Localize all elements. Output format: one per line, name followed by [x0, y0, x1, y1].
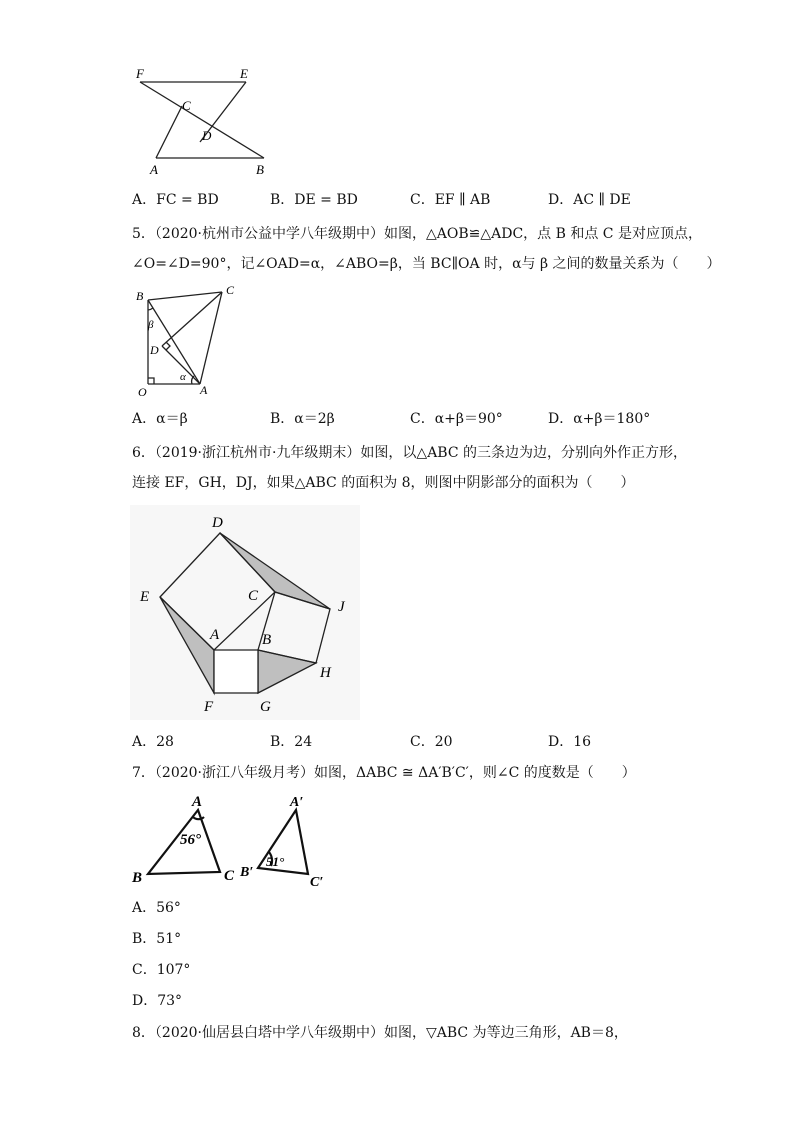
- q6-question-line1: 6．（2019·浙江杭州市·九年级期末）如图，以△ABC 的三条边为边，分别向外作正方形，: [132, 445, 688, 461]
- q4-option-d: D．AC ∥ DE: [548, 192, 631, 208]
- q4-option-b: B．DE = BD: [270, 192, 358, 208]
- q6-figure: [130, 505, 360, 720]
- q6-label-E: E: [140, 589, 150, 605]
- q4-label-C: C: [182, 98, 191, 113]
- q5-label-alpha: α: [180, 371, 186, 383]
- q5-question-line1: 5．（2020·杭州市公益中学八年级期中）如图，△AOB≌△ADC，点 B 和点 C 是对应顶点，: [132, 226, 702, 242]
- q6-option-d: D．16: [548, 734, 592, 750]
- q4-label-E: E: [240, 66, 248, 81]
- q5-option-b: B．α＝2β: [270, 411, 335, 427]
- q6-label-A: A: [210, 627, 220, 643]
- q6-label-D: D: [212, 515, 223, 531]
- q7-label-B: B: [132, 870, 143, 886]
- q5-label-B: B: [136, 289, 144, 303]
- q7-label-A: A: [192, 794, 203, 810]
- q7-label-C2: C′: [310, 875, 324, 890]
- q5-label-beta: β: [148, 319, 154, 331]
- q6-label-F: F: [204, 699, 214, 715]
- q5-option-c: C．α+β＝90°: [410, 411, 503, 427]
- q7-label-B2: B′: [240, 865, 254, 880]
- q5-question-line2: ∠O=∠D=90°，记∠OAD=α，∠ABO=β，当 BC∥OA 时，α与 β 之间的数量关系为（ ）: [132, 256, 721, 272]
- q6-label-C: C: [248, 588, 259, 604]
- q8-question-line1: 8．（2020·仙居县白塔中学八年级期中）如图，▽ABC 为等边三角形，AB＝8，: [132, 1025, 628, 1041]
- q4-figure: [130, 62, 280, 182]
- q5-option-d: D．α+β＝180°: [548, 411, 651, 427]
- q6-label-J: J: [338, 599, 345, 615]
- q5-figure: [130, 282, 250, 402]
- q5-label-C: C: [226, 283, 235, 297]
- q4-label-F: F: [136, 66, 144, 81]
- q4-label-B: B: [256, 162, 264, 177]
- q7-option-b: B．51°: [132, 931, 182, 947]
- q6-label-G: G: [260, 699, 271, 715]
- q5-option-a: A．α＝β: [132, 411, 188, 427]
- q7-question-line1: 7．（2020·浙江八年级月考）如图，ΔABC ≅ ΔA′B′C′，则∠C 的度数是（ ）: [132, 765, 636, 781]
- q7-option-a: A．56°: [132, 900, 181, 916]
- q5-label-D: D: [150, 343, 159, 357]
- q7-figure: [130, 792, 340, 892]
- q5-label-A: A: [200, 383, 208, 397]
- q7-label-angleB2: 51°: [266, 854, 285, 869]
- q7-option-d: D．73°: [132, 993, 183, 1009]
- q4-option-a: A．FC = BD: [132, 192, 219, 208]
- q7-label-angleA: 56°: [180, 832, 201, 848]
- q7-label-A2: A′: [290, 795, 304, 810]
- q6-label-H: H: [320, 665, 331, 681]
- q5-label-O: O: [138, 385, 147, 399]
- q7-option-c: C．107°: [132, 962, 191, 978]
- q7-label-C: C: [224, 868, 235, 884]
- q6-question-line2: 连接 EF，GH，DJ，如果△ABC 的面积为 8，则图中阴影部分的面积为（ ）: [132, 475, 635, 491]
- q4-label-D: D: [202, 128, 212, 143]
- q4-option-c: C．EF ∥ AB: [410, 192, 491, 208]
- q6-label-B: B: [262, 632, 272, 648]
- q6-option-a: A．28: [132, 734, 174, 750]
- q6-option-c: C．20: [410, 734, 453, 750]
- q4-label-A: A: [150, 162, 158, 177]
- q6-option-b: B．24: [270, 734, 313, 750]
